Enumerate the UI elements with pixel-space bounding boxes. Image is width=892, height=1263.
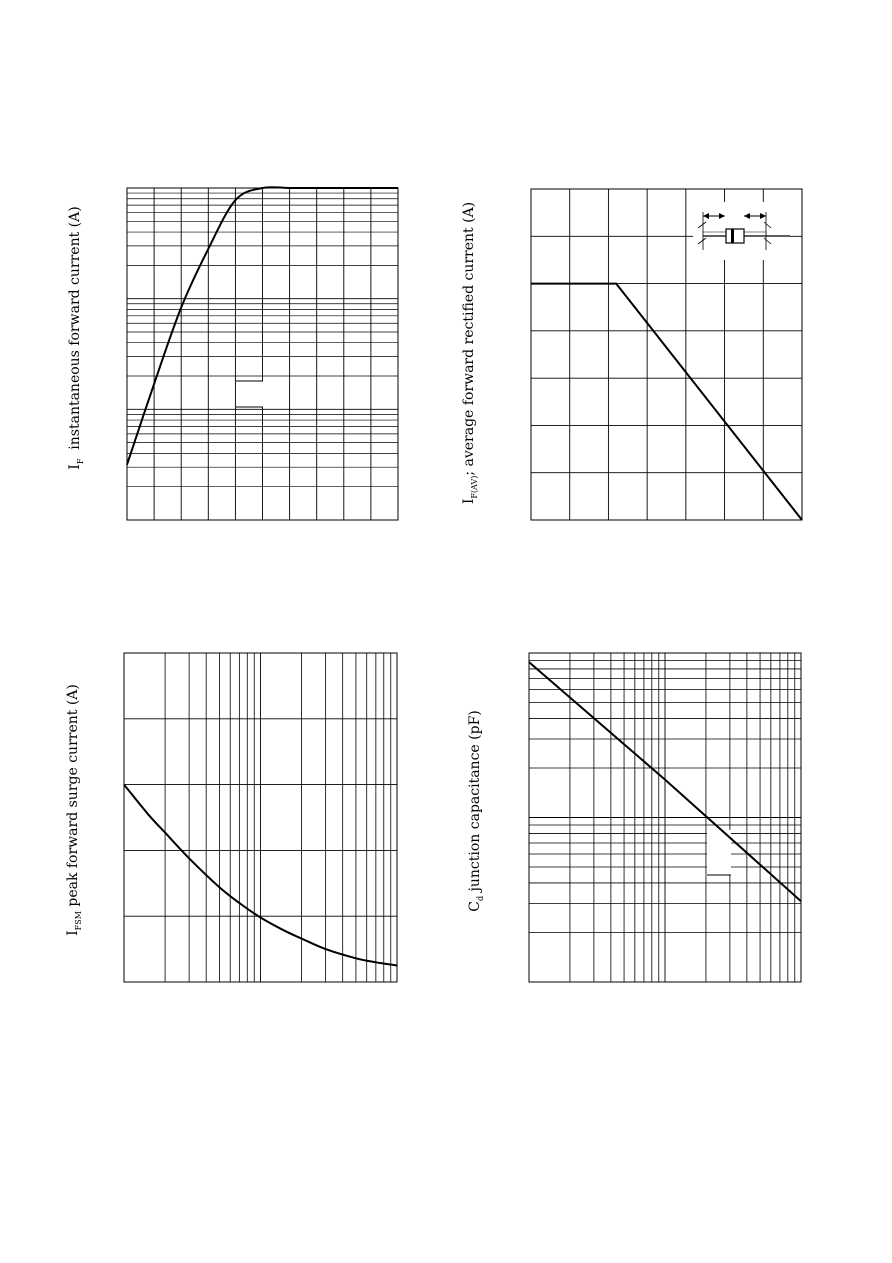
forward-current-chart bbox=[127, 187, 398, 520]
derating-curve bbox=[531, 284, 802, 520]
label-gap bbox=[707, 830, 731, 875]
label-gap bbox=[236, 381, 263, 407]
diode-body bbox=[726, 229, 744, 243]
average-current-chart bbox=[531, 189, 802, 520]
cathode-band bbox=[731, 229, 734, 243]
surge-current-ylabel: $I_{FSM}$ peak forward surge current (A) bbox=[65, 684, 83, 936]
junction-capacitance-chart bbox=[529, 653, 801, 982]
average-current-ylabel: $I_{F(AV)}$; average forward rectified current (A) bbox=[461, 201, 479, 505]
forward-current-ylabel: $I_F$ instantaneous forward current (A) bbox=[67, 206, 85, 470]
surge-current-chart bbox=[124, 653, 397, 982]
junction-capacitance-ylabel: $C_d$ junction capacitance (pF) bbox=[467, 710, 485, 912]
